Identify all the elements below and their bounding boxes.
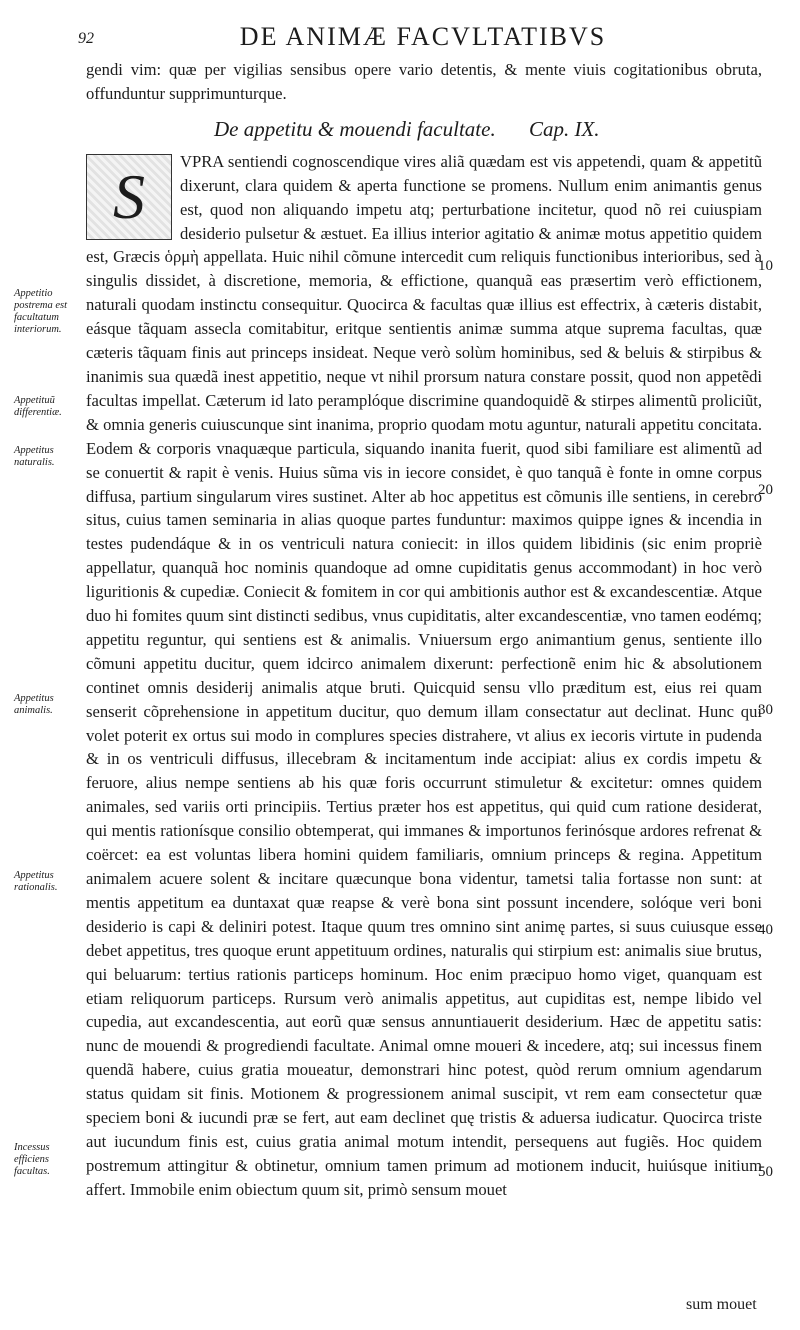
main-paragraph: VPRA sentiendi cognoscendique vires aliã quædam est vis appetendi, quam & appetitũ dixerunt, clara quidem & aperta functione se promens. Nullum enim animantis genus est, quod non aliquando impetu atq; perturbatione incitetur, quod nõ rei cuiuspiam desiderio pulsetur & æstuet. Ea illius interior agitatio & animæ motus appetitio quidem est, Græcis ὁρμὴ appellata. Huic nihil cõmune intercedit cum reliquis functionibus interioribus, sed à singulis dissidet, à discretione, memoria, & effictione, quanquã eas præsertim verò effictionem, naturali quodam instinctu consequitur. Quocirca & facultas quæ illius est effectrix, à cæteris distabit, eásque tãquam assecla comitabitur, eritque sentientis animæ summa atque suprema facultas, quæ cæteris tãquam finis aut princeps insideat. Neque verò solùm hominibus, sed & beluis & stirpibus & inanimis sua quædã inest appetitio, neque vt nihil prorsum natura constare possit, quod non appetẽdi facultas impellat. Cæterum id lato peramplóque discrimine quandoquidẽ & stirpes alimentũ proliciũt, & omnia generis cuiuscunque sint inanima, proprio quodam motu aguntur, naturali appetitu concitata. Eodem & corporis vnaquæque particula, siquando inanita fuerit, quod sibi familiare est alimentũ ad se conuertit & rapit è venis. Huius sũma vis in iecore considet, è quo tanquã è fonte in omne corpus diffusa, partium singularum vires sustinet. Alter ab hoc appetitus est cõmunis ille sentiens, in cerebro situs, cuius tamen seminaria in alias quoque partes funduntur: maximos quippe ignes & incendia in testes pudendáque & in os ventriculi natura coniecit: in illos quidem libidinis (sic enim propriè appellatur, quanquã hoc nominis quandoque ad omne cupiditatis genus accommodant) in hoc verò liguritionis & cupediæ. Coniecit & fomitem in cor qui ambitionis author est & excandescentiæ. Atque duo hi fomites quum sint distincti sedibus, vnus cupiditatis, alter excandescentiæ, vno tamen eodémq; appetitu reguntur, qui sentiens est & animalis. Vniuersum ergo animantium genus, sentiente illo cõmuni appetitu ducitur, quem idcirco animalem dixerunt: perfectionẽ enim hic & absolutionem continet omnis desiderij animalis atque bruti. Quicquid sensu vllo præditum est, eius rei quam senserit cõprehensione in appetitum ducitur, quo demum illam consectatur aut declinat. Hunc qui volet poterit ex ortus sui modo in complures species distrahere, vt alius ex iecoris virtute in pudenda & in os ventriculi diffusus, illecebram & incitamentum inde accipiat: alius ex cordis impetu & feruore, alius nempe sentiens ab his quæ foris occurrunt stimuletur & excitetur: omnes quidem animales, sed variis orti principiis. Tertius præter hos est appetitus, qui quid cum ratione desiderat, qui mentis rationísque consilio obtemperat, qui immanes & importunos ferinósque ardores refrenat & coërcet: ea est voluntas libera homini quidem familiaris, omnium princeps & regina. Appetitum animalem acuere solent & incitare quæcunque bona videntur, tametsi talia fortasse non sunt: at mentis appetitum ea duntaxat quæ reapse & verè bona sint possunt incendere, solóque veri boni desiderio is capi & deliniri potest. Itaque quum tres omnino sint animę partes, si suus cuiusque esse debet appetitus, tres quoque erunt appetituum ordines, naturalis qui stirpium est: animalis siue brutus, qui beluarum: tertius rationis particeps hominum. Hoc enim præcipuo homo viget, quanquam est etiam reliquorum particeps. Rursum verò animalis appetitus, aut cupiditas est, nempe libido vel cupedia, aut excandescentia, aut eorũ quæ sensus annuntiauerit desiderium. Hæc de appetitu satis: nunc de mouendi & progrediendi facultate. Animal omne moueri & incedere, atq; sui incessus finem quendã habere, cuius gratia moueatur, demonstrari hinc potest, quòd rerum omnium agendarum status quidam sit finis. Motionem & progressionem animal suscipit, vt rem eam consectetur quæ speciem boni & iucundi præ se fert, aut eam declinet quę tristis & aduersa iudicatur. Quocirca triste aut iucundum finis est, cuius gratia animal motum intendit, persequens aut fugiẽs. Hoc quidem postremum attingitur & obtinetur, omnium tamen primum ad motionem inducit, huiúsque initium affert. Immobile enim obiectum quum sit, primò sensum mouet xyxy=(86,151,762,1199)
margin-note: Appetitus rationalis. xyxy=(14,870,58,893)
decorated-initial: S xyxy=(86,154,172,240)
margin-note: Appetitus naturalis. xyxy=(14,445,55,468)
catchword: sum mouet xyxy=(686,1296,757,1313)
page-header xyxy=(78,22,768,58)
margin-note: Appetitio postrema est facultatum interiorum. xyxy=(14,288,67,335)
page-number: 92 xyxy=(78,30,94,47)
intro-paragraph: gendi vim: quæ per vigilias sensibus opere vario detentis, & mente viuis cogitationibus obruta, offunduntur supprimunturque. xyxy=(86,60,762,103)
line-number: 40 xyxy=(758,922,773,938)
text-block xyxy=(86,58,762,1202)
line-number: 20 xyxy=(758,482,773,498)
margin-note: Incessus efficiens facultas. xyxy=(14,1142,50,1177)
margin-note: Appetituũ differentiæ. xyxy=(14,395,62,418)
line-number: 50 xyxy=(758,1164,773,1180)
line-number: 10 xyxy=(758,258,773,274)
line-number: 30 xyxy=(758,702,773,718)
chapter-title: De appetitu & mouendi facultate. xyxy=(214,116,496,141)
margin-note: Appetitus animalis. xyxy=(14,693,54,716)
chapter-heading xyxy=(86,112,762,146)
chapter-number: Cap. IX. xyxy=(528,116,600,141)
running-head: DE ANIMÆ FACVLTATIBVS xyxy=(239,22,607,51)
